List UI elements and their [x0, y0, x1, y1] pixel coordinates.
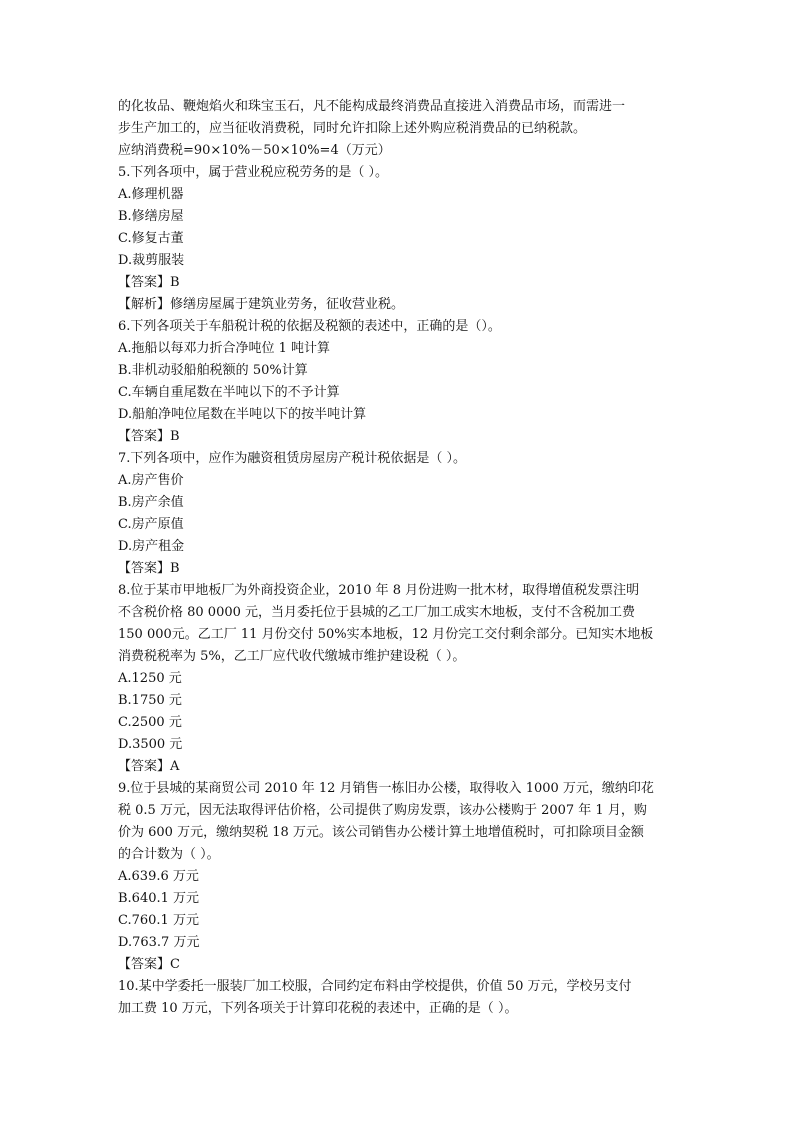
q7-option-d: D.房产租金	[118, 539, 185, 554]
q8-answer: 【答案】A	[118, 759, 180, 774]
q9-option-a: A.639.6 万元	[118, 869, 199, 884]
question-9-stem: 9.位于县城的某商贸公司 2010 年 12 月销售一栋旧办公楼，取得收入 1000 万元，缴纳印花	[118, 781, 654, 796]
intro-line: 步生产加工的，应当征收消费税，同时允许扣除上述外购应税消费品的已纳税款。	[118, 121, 587, 136]
q8-option-d: D.3500 元	[118, 737, 183, 752]
q8-option-c: C.2500 元	[118, 715, 182, 730]
q9-option-d: D.763.7 万元	[118, 935, 200, 950]
q5-option-a: A.修理机器	[118, 187, 184, 202]
q7-option-a: A.房产售价	[118, 473, 184, 488]
question-9-stem: 价为 600 万元，缴纳契税 18 万元。该公司销售办公楼计算土地增值税时，可扣除项目金额	[118, 825, 644, 840]
question-10-stem: 加工费 10 万元，下列各项关于计算印花税的表述中，正确的是（ ）。	[118, 1001, 518, 1016]
q7-answer: 【答案】B	[118, 561, 180, 576]
question-9-stem: 税 0.5 万元，因无法取得评估价格，公司提供了购房发票，该办公楼购于 2007 年 1 月，购	[118, 803, 647, 818]
intro-line: 的化妆品、鞭炮焰火和珠宝玉石，凡不能构成最终消费品直接进入消费品市场，而需进一	[118, 99, 626, 114]
q6-option-c: C.车辆自重尾数在半吨以下的不予计算	[118, 385, 340, 400]
q9-option-b: B.640.1 万元	[118, 891, 200, 906]
document-page	[118, 96, 678, 1020]
q7-option-b: B.房产余值	[118, 495, 184, 510]
q5-option-b: B.修缮房屋	[118, 209, 184, 224]
question-10-stem: 10.某中学委托一服装厂加工校服，合同约定布料由学校提供，价值 50 万元，学校另支付	[118, 979, 632, 994]
q7-option-c: C.房产原值	[118, 517, 184, 532]
question-7-stem: 7.下列各项中，应作为融资租赁房屋房产税计税依据是（ ）。	[118, 451, 467, 466]
question-8-stem: 150 000元。乙工厂 11 月份交付 50%实本地板，12 月份完工交付剩余部分。已知实木地板	[118, 627, 654, 642]
question-5-stem: 5.下列各项中，属于营业税应税劳务的是（ ）。	[118, 165, 389, 180]
q5-option-d: D.裁剪服装	[118, 253, 185, 268]
question-6-stem: 6.下列各项关于车船税计税的依据及税额的表述中，正确的是（）。	[118, 319, 501, 334]
q5-option-c: C.修复古董	[118, 231, 184, 246]
q5-analysis: 【解析】修缮房屋属于建筑业劳务，征收营业税。	[118, 297, 405, 312]
q6-option-b: B.非机动驳船舶税额的 50%计算	[118, 363, 308, 378]
q8-option-b: B.1750 元	[118, 693, 182, 708]
question-8-stem: 不含税价格 80 0000 元，当月委托位于县城的乙工厂加工成实木地板，支付不含税加工费	[118, 605, 636, 620]
q9-answer: 【答案】C	[118, 957, 180, 972]
q5-answer: 【答案】B	[118, 275, 180, 290]
q8-option-a: A.1250 元	[118, 671, 182, 686]
question-8-stem: 8.位于某市甲地板厂为外商投资企业，2010 年 8 月份进购一批木材，取得增值税发票注明	[118, 583, 640, 598]
q6-option-a: A.拖船以每邓力折合净吨位 1 吨计算	[118, 341, 331, 356]
q9-option-c: C.760.1 万元	[118, 913, 199, 928]
q6-answer: 【答案】B	[118, 429, 180, 444]
intro-line: 应纳消费税=90×10%－50×10%=4（万元）	[118, 143, 391, 158]
q6-option-d: D.船舶净吨位尾数在半吨以下的按半吨计算	[118, 407, 367, 422]
question-8-stem: 消费税税率为 5%，乙工厂应代收代缴城市维护建设税（ ）。	[118, 649, 466, 664]
question-9-stem: 的合计数为（ ）。	[118, 847, 220, 862]
